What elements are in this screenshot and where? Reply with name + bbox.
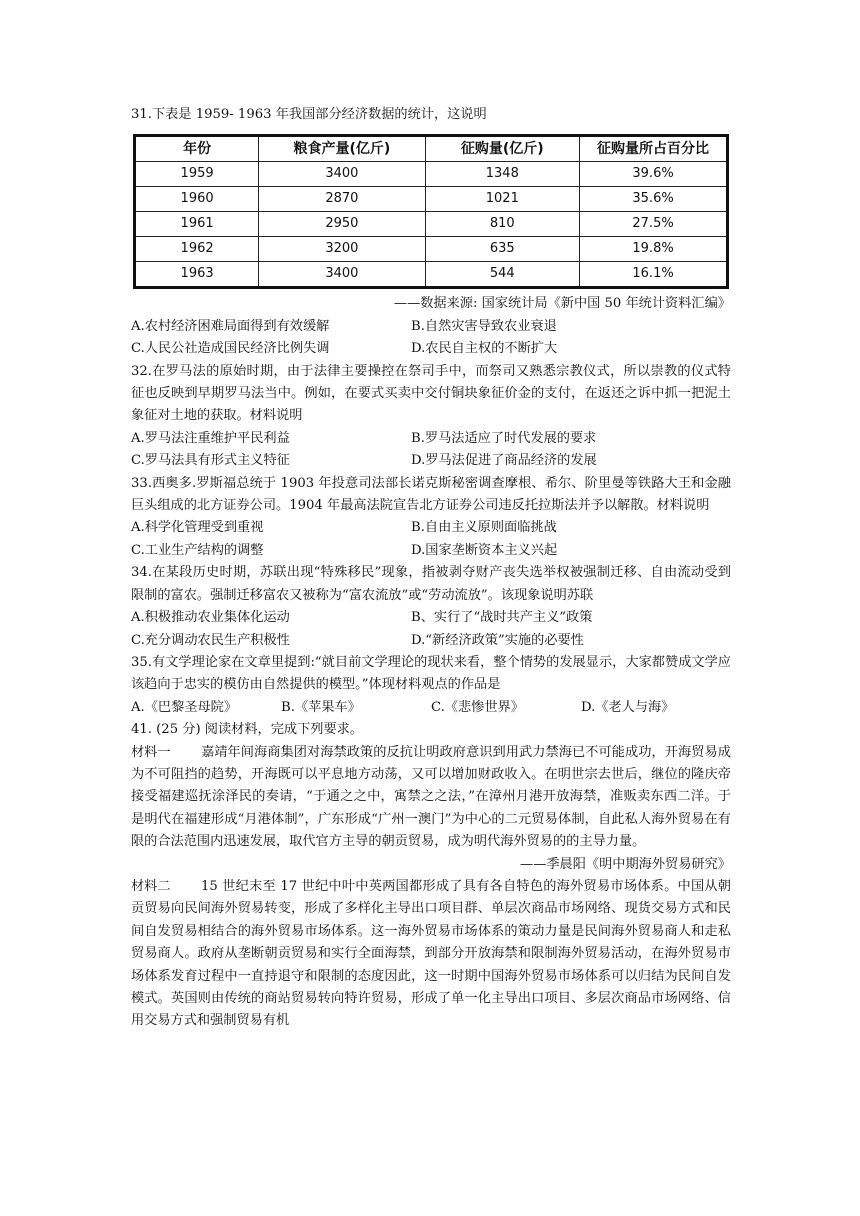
q35-option-d[interactable]: D.《老人与海》 xyxy=(581,699,675,715)
table-cell: 3400 xyxy=(259,262,425,288)
table-cell: 1021 xyxy=(425,187,580,212)
table-cell: 2870 xyxy=(259,187,425,212)
table-header-cell: 粮食产量(亿斤) xyxy=(259,136,425,162)
q31-source: ——数据来源: 国家统计局《新中国 50 年统计资料汇编》 xyxy=(393,296,731,312)
q41-material-1 xyxy=(131,742,731,854)
table-cell: 35.6% xyxy=(580,187,728,212)
table-row xyxy=(135,262,728,288)
table-row xyxy=(135,162,728,187)
q35-options xyxy=(131,697,731,719)
table-cell: 1962 xyxy=(135,237,259,262)
q35-option-b[interactable]: B.《苹果车》 xyxy=(281,699,361,715)
q31-options-row1 xyxy=(131,316,731,338)
q34-options-row1 xyxy=(131,607,731,629)
table-row xyxy=(135,187,728,212)
table-cell: 1960 xyxy=(135,187,259,212)
q33-option-b[interactable]: B.自由主义原则面临挑战 xyxy=(411,520,557,536)
material-1-source: ——季晨阳《明中期海外贸易研究》 xyxy=(520,856,731,872)
q33-stem: 33.西奥多.罗斯福总统于 1903 年投意司法部长诺克斯秘密调查摩根、希尔、阶里曼等铁路大王和金融巨头组成的北方证券公司。1904 年最高法院宣告北方证券公司违反托拉斯法并予以解散。材料说明 xyxy=(131,475,731,514)
q31-option-c[interactable]: C.人民公社造成国民经济比例失调 xyxy=(131,341,330,357)
table-header-cell: 年份 xyxy=(135,136,259,162)
q31-option-d[interactable]: D.农民自主权的不断扩大 xyxy=(411,341,558,357)
material-2-label: 材料二 xyxy=(131,878,171,894)
q35-stem: 35.有文学理论家在文章里提到:“就目前文学理论的现状来看，整个情势的发展显示，大家都赞成文学应该趋向于忠实的模仿由自然提供的模型。”体现材料观点的作品是 xyxy=(131,654,731,693)
q33-options-row2 xyxy=(131,540,731,562)
table-cell: 1963 xyxy=(135,262,259,288)
q34-option-d[interactable]: D.“新经济政策”实施的必要性 xyxy=(411,632,584,648)
table-header-cell: 征购量所占百分比 xyxy=(580,136,728,162)
q32-options-row1 xyxy=(131,428,731,450)
q33-option-d[interactable]: D.国家垄断资本主义兴起 xyxy=(411,542,558,558)
material-2-text: 15 世纪末至 17 世纪中叶中英两国都形成了具有各自特色的海外贸易市场体系。中国从朝贡贸易向民间海外贸易转变，形成了多样化主导出口项目群、单层次商品市场网络、现货交易方式和民间自发贸易相结合的海外贸易市场体系。这一海外贸易市场体系的策动力量是民间海外贸易商人和走私贸易商人。政府从垄断朝贡贸易和实行全面海禁，到部分开放海禁和限制海外贸易活动，在海外贸易市场体系发育过程中一直持退守和限制的态度因此，这一时期中国海外贸易市场体系可以归结为民间自发模式。英国则由传统的商站贸易转向特许贸易，形成了单一化主导出口项目、多层次商品市场网络、信用交易方式和强制贸易有机 xyxy=(131,878,731,1029)
q33-option-a[interactable]: A.科学化管理受到重视 xyxy=(131,520,264,536)
table-cell: 1961 xyxy=(135,212,259,237)
q31-options-row2 xyxy=(131,338,731,360)
q32-option-c[interactable]: C.罗马法具有形式主义特征 xyxy=(131,453,290,469)
table-header-cell: 征购量(亿斤) xyxy=(425,136,580,162)
q31-stem: 31.下表是 1959- 1963 年我国部分经济数据的统计，这说明 xyxy=(131,107,487,122)
q31-option-b[interactable]: B.自然灾害导致农业衰退 xyxy=(411,318,557,334)
q35-option-c[interactable]: C.《悲惨世界》 xyxy=(431,699,524,715)
q32-option-a[interactable]: A.罗马法注重维护平民利益 xyxy=(131,430,290,446)
table-cell: 3400 xyxy=(259,162,425,187)
table-cell: 1348 xyxy=(425,162,580,187)
q33-options-row1 xyxy=(131,517,731,539)
table-cell: 27.5% xyxy=(580,212,728,237)
q32-option-d[interactable]: D.罗马法促进了商品经济的发展 xyxy=(411,453,597,469)
table-header-row xyxy=(135,136,728,162)
table-cell: 544 xyxy=(425,262,580,288)
table-cell: 16.1% xyxy=(580,262,728,288)
material-1-text: 嘉靖年间海商集团对海禁政策的反抗让明政府意识到用武力禁海已不可能成功，开海贸易成为不可阻挡的趋势，开海既可以平息地方动荡，又可以增加财政收入。在明世宗去世后，继位的隆庆帝接受福建巡抚涂泽民的奏请，“于通之之中，寓禁之之法，”在漳州月港开放海禁，准贩卖东西二洋。于是明代在福建形成“月港体制”，广东形成“广州一澳门”为中心的二元贸易体制，自此私人海外贸易在有限的合法范围内迅速发展，取代官方主导的朝贡贸易，成为明代海外贸易的的主导力量。 xyxy=(131,744,731,850)
q32-options-row2 xyxy=(131,450,731,472)
table-cell: 3200 xyxy=(259,237,425,262)
table-cell: 1959 xyxy=(135,162,259,187)
table-cell: 635 xyxy=(425,237,580,262)
q34-option-b[interactable]: B、实行了“战时共产主义”政策 xyxy=(411,610,593,626)
table-cell: 2950 xyxy=(259,212,425,237)
table-cell: 39.6% xyxy=(580,162,728,187)
q34-options-row2 xyxy=(131,630,731,652)
q34-stem: 34.在某段历史时期，苏联出现“特殊移民”现象，指被剥夺财产丧失选举权被强制迁移、自由流动受到限制的富农。强制迁移富农又被称为“富农流放”或“劳动流放”。该现象说明苏联 xyxy=(131,565,731,603)
q33-option-c[interactable]: C.工业生产结构的调整 xyxy=(131,542,264,558)
table-cell: 19.8% xyxy=(580,237,728,262)
q41-material-2 xyxy=(131,876,731,1033)
q34-option-c[interactable]: C.充分调动农民生产积极性 xyxy=(131,632,290,648)
table-row xyxy=(135,237,728,262)
q31-option-a[interactable]: A.农村经济困难局面得到有效缓解 xyxy=(131,318,330,334)
material-1-label: 材料一 xyxy=(131,744,171,760)
table-row xyxy=(135,212,728,237)
q35-option-a[interactable]: A.《巴黎圣母院》 xyxy=(131,699,238,715)
q31-table xyxy=(133,134,729,289)
exam-content xyxy=(131,104,731,1033)
q32-option-b[interactable]: B.罗马法适应了时代发展的要求 xyxy=(411,430,597,446)
table-cell: 810 xyxy=(425,212,580,237)
q41-stem: 41. (25 分) 阅读材料，完成下列要求。 xyxy=(131,722,364,738)
q34-option-a[interactable]: A.积极推动农业集体化运动 xyxy=(131,610,290,626)
q32-stem: 32.在罗马法的原始时期，由于法律主要操控在祭司手中，而祭司又熟悉宗教仪式，所以崇教的仪式特征也反映到早期罗马法当中。例如，在要式买卖中交付铜块象征价金的支付，在返还之诉中抓一把泥土象征对土地的获取。材料说明 xyxy=(131,363,731,424)
